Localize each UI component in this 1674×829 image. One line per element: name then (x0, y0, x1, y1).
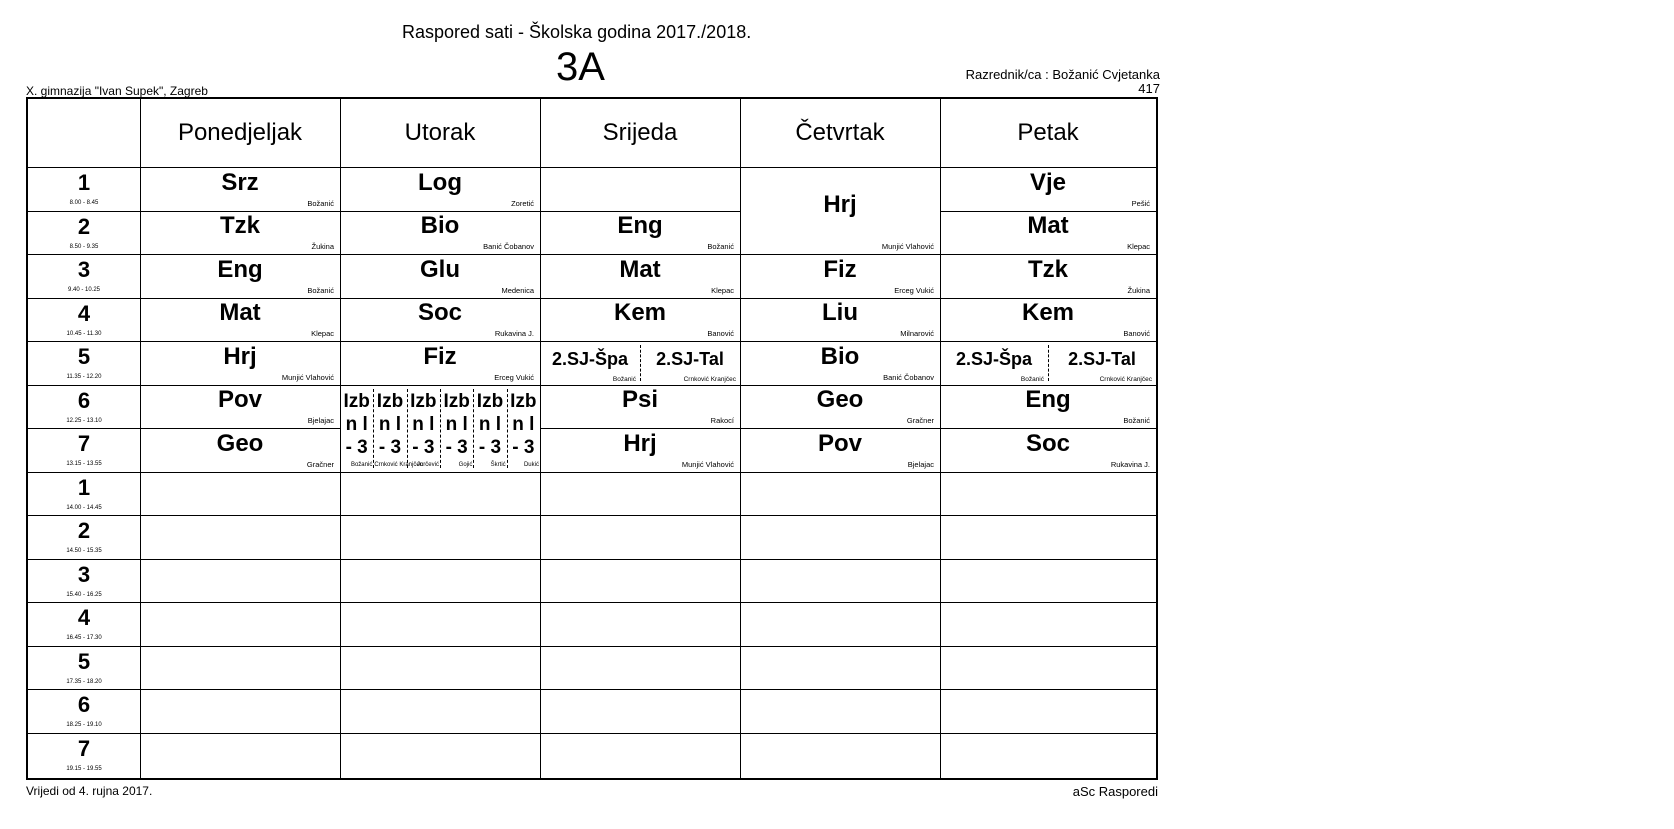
lesson-teacher: Zoretić (511, 198, 534, 208)
row-divider (740, 472, 940, 473)
lesson-teacher: Žukina (311, 242, 334, 251)
lesson-teacher: Medenica (501, 285, 534, 295)
lesson-cell (940, 385, 1156, 429)
day-header: Četvrtak (795, 119, 885, 146)
elective-teacher: Božanić (350, 461, 373, 468)
row-divider (940, 689, 1156, 690)
lesson-subject: Hrj (223, 342, 257, 370)
lesson-subject: Hrj (623, 429, 657, 457)
lesson-teacher: Munjić Vlahović (281, 372, 334, 382)
lesson-teacher: Božanić (707, 242, 734, 251)
lesson-teacher: Munjić Vlahović (881, 242, 934, 251)
row-divider (140, 689, 340, 690)
lesson-subject: 2.SJ-Špa (551, 349, 629, 369)
lesson-subject: 2.SJ-Tal (656, 349, 724, 369)
lesson-teacher: Božanić (1020, 375, 1044, 383)
split-lesson-part (640, 341, 740, 385)
period-number: 3 (77, 257, 91, 282)
lesson-teacher: Bjelajac (307, 416, 334, 425)
lesson-teacher: Božanić (612, 375, 636, 383)
valid-from: Vrijedi od 4. rujna 2017. (26, 784, 153, 798)
lesson-subject: Vje (1029, 168, 1067, 196)
period-number: 5 (77, 648, 91, 674)
row-divider (340, 559, 540, 560)
page-title: Raspored sati - Školska godina 2017./2018. (402, 22, 752, 42)
row-divider (940, 602, 1156, 603)
lesson-subject: Geo (216, 429, 264, 457)
lesson-subject: 2.SJ-Tal (1068, 349, 1136, 369)
lesson-cell (140, 298, 340, 342)
lesson-subject: Eng (217, 255, 263, 283)
elective-teacher: Gojić (458, 461, 473, 468)
elective-teacher: Jurčević (416, 461, 439, 468)
lesson-cell (540, 385, 740, 429)
elective-subject-line: - 3 (345, 436, 368, 458)
row-divider (740, 559, 940, 560)
period-time: 18.25 - 19.10 (66, 722, 102, 728)
elective-subject-line: n l (445, 413, 468, 435)
elective-subject-line: - 3 (378, 436, 402, 458)
lesson-cell (740, 428, 940, 472)
elective-divider (473, 389, 474, 468)
lesson-subject: Kem (1021, 299, 1075, 327)
row-divider (940, 733, 1156, 734)
lesson-teacher: Banović (1123, 329, 1150, 338)
lesson-cell (540, 298, 740, 342)
row-divider (540, 602, 740, 603)
elective-teacher: Dukić (523, 461, 539, 468)
lesson-teacher: Munjić Vlahović (681, 459, 734, 469)
row-divider (340, 602, 540, 603)
class-master-info (966, 68, 1160, 96)
lesson-subject: Glu (420, 255, 460, 283)
lesson-cell (140, 254, 340, 298)
lesson-subject: Tzk (219, 212, 260, 240)
lesson-subject: Tzk (1027, 255, 1068, 283)
lesson-cell (140, 341, 340, 385)
lesson-subject: Fiz (823, 255, 857, 283)
elective-subject-line: n l (512, 413, 535, 435)
period-time: 13.15 - 13.55 (66, 461, 102, 467)
elective-group (340, 385, 373, 472)
row-divider (140, 559, 340, 560)
lesson-teacher: Klepac (1127, 242, 1150, 251)
lesson-subject: Mat (219, 299, 261, 327)
period-time: 19.15 - 19.55 (66, 765, 102, 772)
lesson-teacher: Banović (707, 329, 734, 338)
lesson-subject: 2.SJ-Špa (955, 349, 1033, 369)
lesson-subject: Fiz (423, 342, 457, 370)
elective-subject-line: - 3 (512, 436, 535, 458)
lesson-subject: Soc (1025, 429, 1070, 457)
row-divider (740, 515, 940, 516)
class-master: Razrednik/ca : Božanić Cvjetanka (965, 67, 1160, 82)
period-number: 6 (77, 387, 91, 413)
row-divider (28, 689, 140, 690)
row-divider (940, 515, 1156, 516)
period-number: 6 (77, 692, 91, 717)
lesson-cell (140, 428, 340, 472)
lesson-subject: Eng (1025, 386, 1071, 414)
period-time: 14.00 - 14.45 (66, 504, 102, 511)
period-number: 7 (77, 431, 91, 456)
row-divider (340, 472, 540, 473)
lesson-cell (140, 211, 340, 255)
row-divider (540, 515, 740, 516)
period-number: 1 (77, 474, 91, 500)
row-divider (940, 472, 1156, 473)
period-number: 3 (77, 561, 91, 587)
lesson-subject: Mat (619, 255, 661, 283)
period-time: 17.35 - 18.20 (66, 678, 102, 685)
room-number: 417 (1138, 81, 1160, 96)
lesson-subject: Bio (420, 212, 460, 240)
row-divider (540, 733, 740, 734)
lesson-cell (340, 254, 540, 298)
lesson-teacher: Gračner (306, 459, 334, 469)
period-time: 10.45 - 11.30 (66, 330, 102, 337)
row-divider (140, 733, 340, 734)
elective-group (473, 385, 506, 472)
lesson-cell (740, 167, 940, 254)
lesson-teacher: Banić Čobanov (883, 372, 934, 382)
lesson-cell (340, 167, 540, 211)
row-divider (740, 646, 940, 647)
elective-teacher: Crnković Kranjčec (374, 461, 423, 468)
row-divider (140, 646, 340, 647)
school-name: X. gimnazija "Ivan Supek", Zagreb (26, 84, 208, 98)
day-header: Petak (1017, 119, 1079, 146)
lesson-subject: Log (418, 168, 462, 196)
day-header: Ponedjeljak (177, 119, 303, 146)
lesson-subject: Pov (817, 429, 862, 457)
lesson-cell (340, 211, 540, 255)
row-divider (740, 602, 940, 603)
elective-subject-line: Izb (443, 390, 470, 412)
software-name: aSc Rasporedi (1072, 784, 1158, 799)
elective-subject-line: - 3 (478, 436, 502, 458)
class-name: 3A (556, 45, 605, 89)
lesson-subject: Psi (621, 386, 659, 414)
lesson-teacher: Banić Čobanov (483, 242, 534, 251)
lesson-cell (940, 211, 1156, 255)
period-number: 7 (77, 735, 91, 761)
lesson-teacher: Pešić (1131, 198, 1150, 208)
elective-group (440, 385, 473, 472)
elective-subject-line: - 3 (412, 436, 435, 458)
row-divider (140, 515, 340, 516)
lesson-cell (940, 298, 1156, 342)
lesson-cell (140, 167, 340, 211)
lesson-cell (740, 341, 940, 385)
elective-divider (440, 389, 441, 468)
lesson-subject: Mat (1027, 212, 1069, 240)
elective-divider (507, 389, 508, 468)
elective-subject-line: Izb (410, 390, 437, 412)
row-divider (340, 515, 540, 516)
row-divider (28, 298, 140, 299)
row-divider (540, 689, 740, 690)
lesson-teacher: Rakocí (710, 416, 734, 425)
lesson-subject: Srz (221, 168, 259, 196)
lesson-cell (740, 298, 940, 342)
row-divider (140, 472, 340, 473)
lesson-cell (940, 254, 1156, 298)
day-header: Utorak (404, 119, 476, 146)
lesson-teacher: Crnković Kranjčec (683, 375, 736, 383)
lesson-cell (740, 385, 940, 429)
lesson-subject: Hrj (823, 190, 857, 218)
row-divider (740, 689, 940, 690)
lesson-subject: Geo (816, 386, 864, 414)
row-divider (540, 646, 740, 647)
row-divider (740, 733, 940, 734)
period-number: 2 (77, 518, 91, 543)
row-divider (28, 428, 140, 429)
row-divider (28, 602, 140, 603)
period-number: 5 (77, 344, 91, 369)
row-divider (28, 646, 140, 647)
row-divider (340, 733, 540, 734)
period-time: 16.45 - 17.30 (66, 635, 102, 641)
row-divider (340, 646, 540, 647)
row-divider (28, 559, 140, 560)
lesson-cell (540, 211, 740, 255)
lesson-teacher: Klepac (711, 285, 734, 295)
elective-group (373, 385, 423, 472)
row-divider (28, 733, 140, 734)
elective-subject-line: Izb (343, 390, 370, 412)
period-number: 1 (77, 170, 91, 195)
lesson-cell (540, 254, 740, 298)
elective-group (407, 385, 440, 472)
elective-group (507, 385, 540, 472)
timetable-grid (26, 97, 1158, 780)
elective-subject-line: n l (478, 413, 502, 435)
lesson-cell (340, 298, 540, 342)
elective-subject-line: Izb (476, 390, 504, 412)
row-divider (540, 559, 740, 560)
lesson-teacher: Erceg Vukić (894, 285, 934, 295)
split-lesson-part (940, 341, 1048, 385)
elective-subject-line: n l (378, 413, 402, 435)
elective-teacher: Škrtić (490, 461, 506, 468)
lesson-subject: Eng (617, 212, 663, 240)
lesson-teacher: Božanić (307, 285, 334, 295)
lesson-teacher: Božanić (1123, 416, 1150, 425)
lesson-subject: Soc (417, 299, 462, 327)
row-divider (140, 602, 340, 603)
lesson-subject: Pov (217, 386, 262, 414)
split-lesson-part (540, 341, 640, 385)
row-divider (28, 385, 140, 386)
elective-subject-line: n l (345, 413, 368, 435)
elective-divider (373, 389, 374, 468)
elective-subject-line: Izb (510, 390, 537, 412)
row-divider (28, 341, 140, 342)
lesson-cell (540, 428, 740, 472)
lesson-teacher: Žukina (1127, 285, 1150, 295)
elective-subject-line: Izb (376, 390, 404, 412)
lesson-subject: Liu (822, 299, 858, 327)
period-number: 4 (77, 300, 91, 326)
row-divider (340, 689, 540, 690)
lesson-cell (140, 385, 340, 429)
elective-divider (407, 389, 408, 468)
row-divider (540, 472, 740, 473)
lesson-teacher: Bjelajac (907, 459, 934, 469)
period-time: 8.50 - 9.35 (69, 243, 99, 250)
lesson-teacher: Milnarović (900, 329, 934, 338)
row-divider (28, 472, 140, 473)
lesson-teacher: Božanić (307, 198, 334, 208)
period-time: 9.40 - 10.25 (67, 287, 101, 293)
lesson-teacher: Erceg Vukić (494, 372, 534, 382)
lesson-teacher: Rukavina J. (1110, 459, 1150, 469)
row-divider (940, 559, 1156, 560)
row-divider (28, 515, 140, 516)
period-time: 11.35 - 12.20 (66, 374, 102, 380)
row-divider (28, 211, 140, 212)
lesson-teacher: Rukavina J. (494, 329, 534, 338)
elective-subject-line: - 3 (445, 436, 468, 458)
lesson-teacher: Gračner (906, 416, 934, 425)
period-time: 8.00 - 8.45 (69, 200, 99, 206)
row-divider (28, 254, 140, 255)
lesson-cell (340, 341, 540, 385)
split-divider (640, 345, 641, 381)
period-number: 2 (77, 213, 91, 239)
lesson-subject: Kem (613, 299, 667, 327)
period-time: 12.25 - 13.10 (66, 417, 102, 424)
lesson-teacher: Crnković Kranjčec (1099, 375, 1152, 383)
lesson-cell (740, 254, 940, 298)
split-lesson-part (1048, 341, 1156, 385)
lesson-cell (940, 428, 1156, 472)
split-divider (1048, 345, 1049, 381)
lesson-cell (940, 167, 1156, 211)
lesson-subject: Bio (820, 342, 860, 370)
row-divider (940, 646, 1156, 647)
period-time: 14.50 - 15.35 (66, 548, 102, 554)
day-header: Srijeda (602, 119, 678, 146)
period-number: 4 (77, 605, 91, 630)
period-time: 15.40 - 16.25 (66, 591, 102, 598)
elective-subject-line: n l (412, 413, 435, 435)
lesson-teacher: Klepac (311, 329, 334, 338)
